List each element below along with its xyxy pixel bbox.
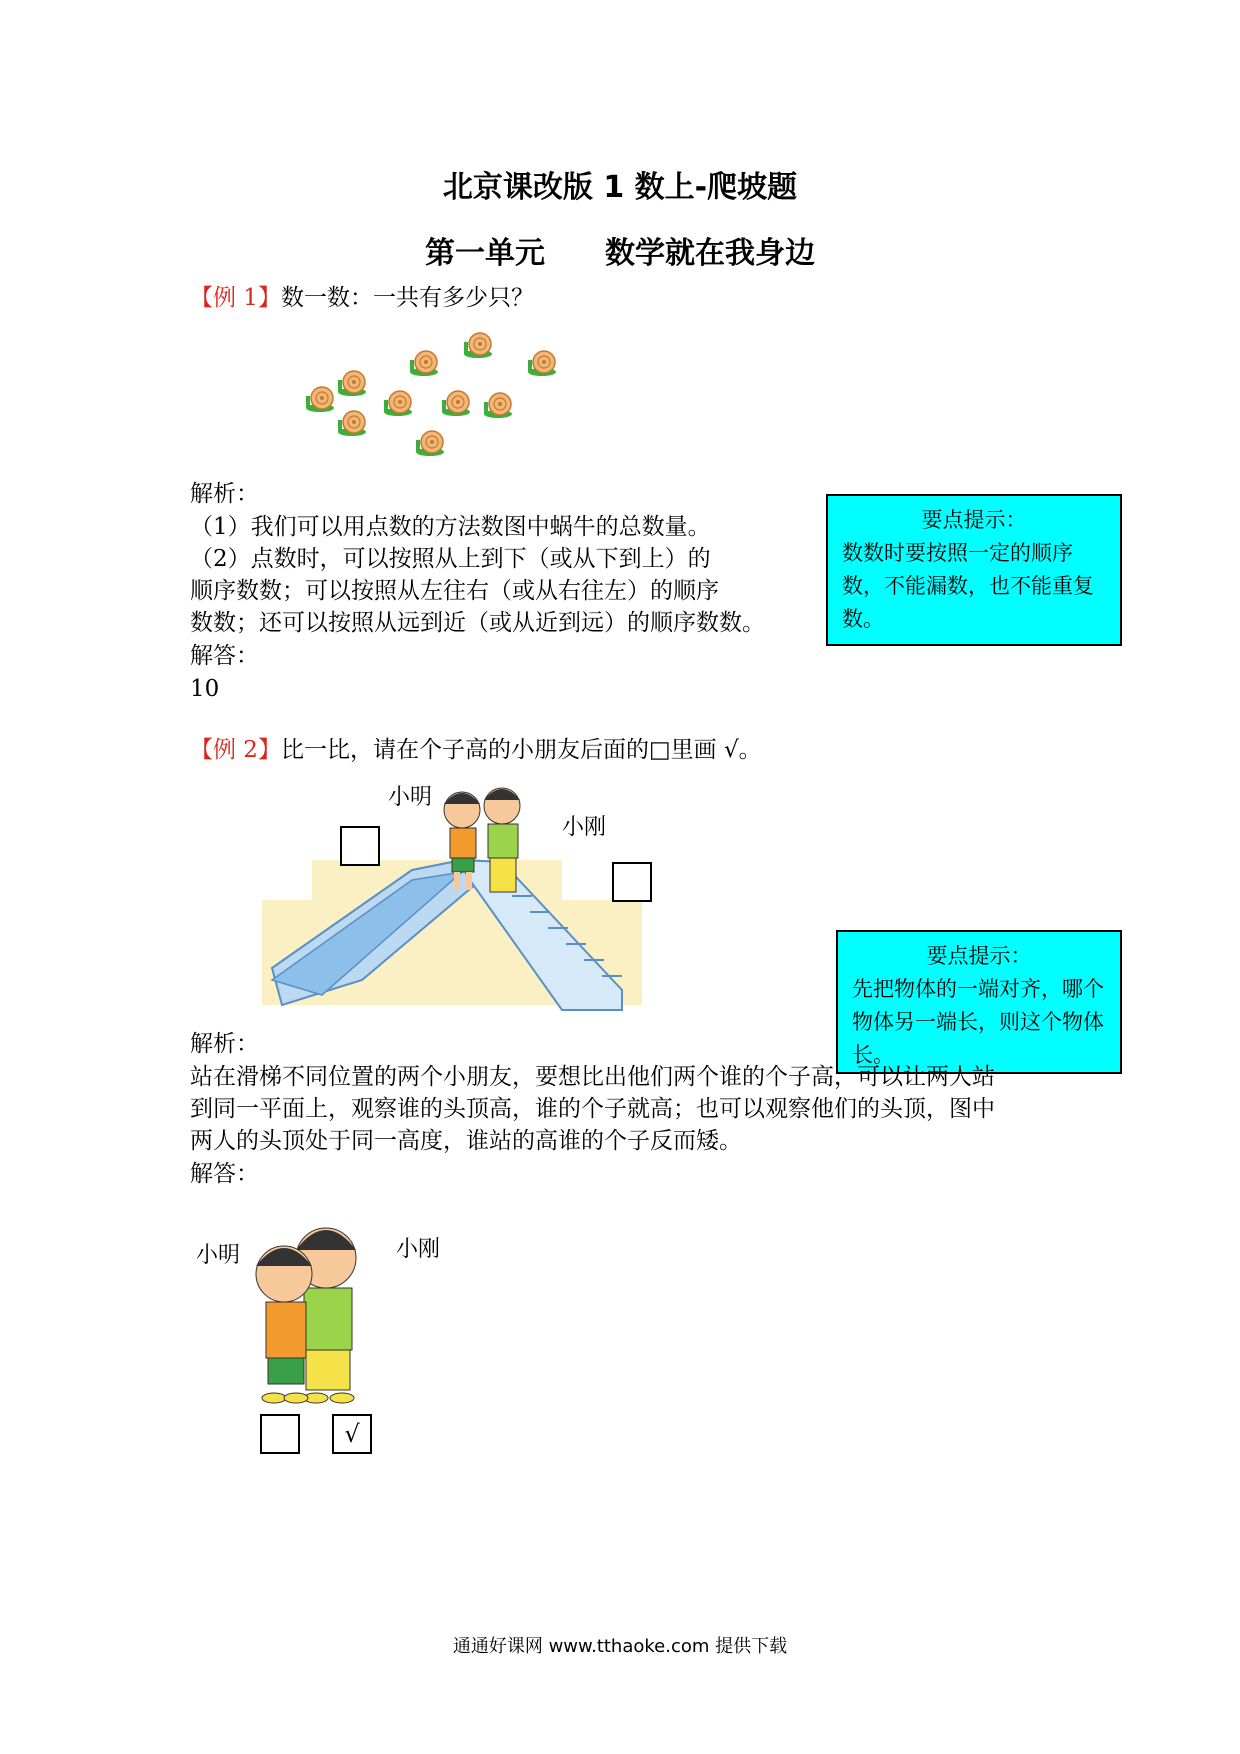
example2-analysis-line: 到同一平面上，观察谁的头顶高，谁的个子就高；也可以观察他们的头顶，图中 (190, 1096, 995, 1122)
example1-analysis-line: 顺序数数；可以按照从左往右（或从右往左）的顺序 (190, 578, 719, 604)
example2-answer-label: 解答： (190, 1161, 259, 1187)
snail-icon (410, 351, 438, 376)
snail-icon (416, 431, 444, 456)
snail-icon (442, 391, 470, 416)
example1-question: 数一数：一共有多少只？ (280, 285, 534, 311)
example1-analysis-line: 数数；还可以按照从远到近（或从近到远）的顺序数数。 (190, 610, 765, 636)
example1-tag: 【例 1】 (190, 285, 281, 311)
answer-box-xiaoming[interactable] (340, 826, 380, 866)
example1-answer-label: 解答： (190, 643, 259, 669)
name-label-xiaoming: 小明 (388, 785, 433, 810)
example2-tip-box (836, 930, 1122, 1074)
example1-question-line (190, 282, 534, 314)
check-mark: √ (344, 1420, 360, 1448)
name-label-xiaogang: 小刚 (562, 815, 607, 840)
example1-analysis-line: （2）点数时，可以按照从上到下（或从下到上）的 (190, 546, 711, 572)
tip-title: 要点提示： (926, 944, 1032, 968)
answer-box-xiaogang[interactable] (612, 862, 652, 902)
snail-icon (338, 371, 366, 396)
snails-illustration (290, 330, 590, 470)
page-footer: 通通好课网 www.tthaoke.com 提供下载 (452, 1636, 788, 1657)
unit-name: 第一单元 (425, 236, 545, 271)
snail-icon (464, 333, 492, 358)
example2-question: 比一比，请在个子高的小朋友后面的□里画 √。 (280, 737, 762, 763)
answer-illustration (196, 1210, 456, 1460)
example1-analysis-line: （1）我们可以用点数的方法数图中蜗牛的总数量。 (190, 514, 711, 540)
page-title: 北京课改版 1 数上-爬坡题 (442, 170, 798, 205)
example1-tip-box (826, 494, 1122, 646)
snail-icon (384, 391, 412, 416)
snail-icon (338, 411, 366, 436)
name-label-xiaogang: 小刚 (396, 1237, 441, 1262)
example2-analysis-line: 两人的头顶处于同一高度，谁站的高谁的个子反而矮。 (190, 1128, 742, 1154)
example2-question-line (190, 734, 762, 766)
slide-illustration (262, 780, 662, 1020)
example2-analysis-label: 解析： (190, 1031, 259, 1057)
example1-analysis-label: 解析： (190, 481, 259, 507)
unit-heading (0, 228, 1240, 272)
answer-box-xiaogang[interactable] (332, 1414, 372, 1454)
tip-text: 先把物体的一端对齐，哪个物体另一端长，则这个物体长。 (852, 977, 1104, 1067)
tip-text: 数数时要按照一定的顺序数，不能漏数，也不能重复数。 (842, 541, 1094, 631)
snail-icon (528, 351, 556, 376)
example2-tag: 【例 2】 (190, 737, 281, 763)
snail-icon (306, 387, 334, 412)
example1-answer: 10 (190, 676, 220, 702)
tip-title: 要点提示： (921, 508, 1027, 532)
snail-icon (484, 393, 512, 418)
name-label-xiaoming: 小明 (196, 1243, 241, 1268)
unit-topic: 数学就在我身边 (605, 236, 815, 271)
answer-box-xiaoming[interactable] (260, 1414, 300, 1454)
example2-analysis-line: 站在滑梯不同位置的两个小朋友，要想比出他们两个谁的个子高，可以让两人站 (190, 1064, 995, 1090)
